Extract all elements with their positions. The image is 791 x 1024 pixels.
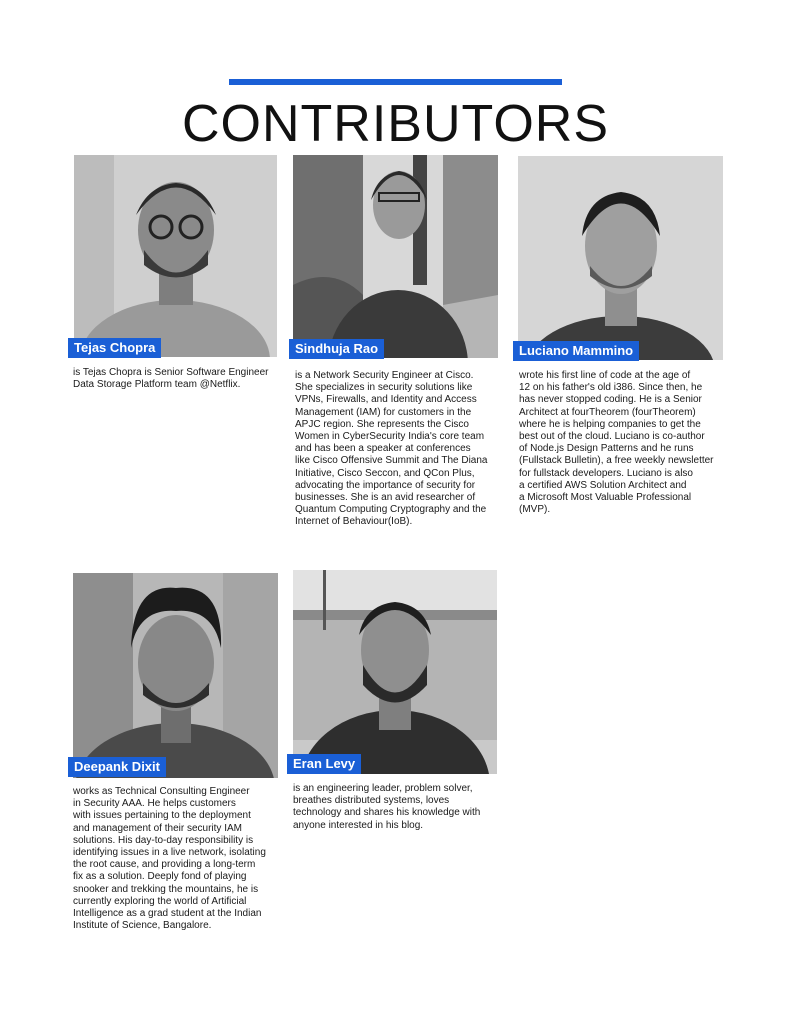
contributor-bio: wrote his first line of code at the age of 12 on his father's old i386. Since then, he has never stopped coding. He is a Senior Architect at fourTheorem (fourTheorem) where he is helping companies to get the best out of the cloud. Luciano is co-author of Node.js Design Patterns and he runs (Fullstack Bulletin), a free weekly newsletter for fullstack developers. Luciano is also a certified AWS Solution Architect and a Microsoft Most Valuable Professional (MVP). [519, 370, 714, 516]
contributor-bio: is Tejas Chopra is Senior Software Engineer Data Storage Platform team @Netflix. [73, 367, 269, 391]
title-accent-bar [229, 79, 562, 85]
contributor-bio: is a Network Security Engineer at Cisco. She specializes in security solutions like VPNs, Firewalls, and Identity and Access Management (IAM) for customers in the APJC region. She represents the Cisco Women in CyberSecurity India's core team and has been a speaker at conferences like Cisco Offensive Summit and The Diana Initiative, Cisco Seccon, and QCon Plus, advocating the importance of security for businesses. She is an avid researcher of Quantum Computing Cryptography and the Internet of Behaviour(IoB). [295, 370, 488, 528]
page-title: CONTRIBUTORS [181, 95, 610, 153]
contributor-photo [73, 573, 278, 778]
contributor-photo [518, 156, 723, 360]
contributor-name: Sindhuja Rao [289, 339, 384, 359]
contributor-photo [74, 155, 277, 357]
contributor-name: Eran Levy [287, 754, 361, 774]
contributor-name: Tejas Chopra [68, 338, 161, 358]
contributor-bio: works as Technical Consulting Engineer in Security AAA. He helps customers with issues pertaining to the deployment and management of their security IAM solutions. His day-to-day responsibility is identifying issues in a live network, isolating the root cause, and providing a long-term fix as a solution. Deeply fond of playing snooker and trekking the mountains, he is currently exploring the world of Artificial Intelligence as a grad student at the Indian Institute of Science, Bangalore. [73, 786, 266, 932]
contributor-photo [293, 570, 497, 774]
contributor-name: Deepank Dixit [68, 757, 166, 777]
contributor-name: Luciano Mammino [513, 341, 639, 361]
contributor-photo [293, 155, 498, 358]
contributor-bio: is an engineering leader, problem solver, breathes distributed systems, loves technology and shares his knowledge with anyone interested in his blog. [293, 783, 481, 831]
